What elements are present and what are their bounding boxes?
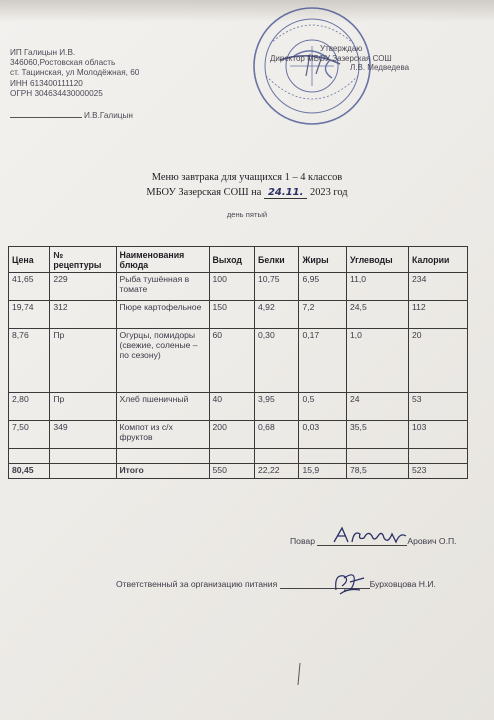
cell-price: 2,80: [9, 393, 50, 421]
total-proteins: 22,22: [255, 464, 299, 479]
cell-calories: 53: [409, 393, 468, 421]
cell-empty: [409, 449, 468, 464]
header-calories: Калории: [409, 247, 468, 273]
org-line: 346060,Ростовская область: [10, 58, 116, 68]
org-line: ИП Галицын И.В.: [10, 48, 76, 57]
cell-price: 7,50: [9, 421, 50, 449]
table-row: [9, 421, 468, 449]
table-row-empty: [9, 449, 468, 464]
school-stamp: [250, 4, 374, 128]
total-portion: 550: [209, 464, 254, 479]
director-position: Директор МБОУ Зазерская СОШ: [270, 53, 392, 63]
cell-portion: 60: [209, 329, 254, 393]
cell-fats: 6,95: [299, 273, 347, 301]
cell-proteins: 0,68: [255, 421, 299, 449]
cell-fats: 0,17: [299, 329, 347, 393]
menu-title: Меню завтрака для учащихся 1 – 4 классов: [151, 172, 343, 183]
organization-info: [10, 48, 139, 99]
cell-price: 8,76: [9, 329, 50, 393]
cell-recipe: 349: [50, 421, 116, 449]
cell-price: 41,65: [9, 273, 50, 301]
cell-carbs: 24,5: [347, 301, 409, 329]
responsible-signature-line: [116, 578, 436, 589]
org-line: ОГРН 304634430000025: [10, 88, 103, 98]
responsible-handwritten-signature: [330, 568, 366, 596]
cell-dish: Компот из с/х фруктов: [116, 421, 209, 449]
director-name: Л.В. Медведева: [350, 63, 410, 73]
cell-recipe: 229: [50, 273, 116, 301]
cell-empty: [50, 449, 116, 464]
cell-empty: [299, 449, 347, 464]
header-recipe-number: № рецептуры: [50, 247, 116, 273]
cell-calories: 234: [409, 273, 468, 301]
org-line: ИНН 613400111120: [10, 78, 83, 88]
total-fats: 15,9: [299, 464, 347, 479]
header-proteins: Белки: [255, 247, 299, 273]
total-recipe: [50, 464, 116, 479]
cell-proteins: 4,92: [255, 301, 299, 329]
cell-dish: Рыба тушённая в томате: [116, 273, 209, 301]
cell-portion: 200: [209, 421, 254, 449]
menu-table: [8, 246, 468, 479]
total-price: 80,45: [9, 464, 50, 479]
cell-carbs: 24: [347, 393, 409, 421]
cell-calories: 103: [409, 421, 468, 449]
responsible-name: Бурховцова Н.И.: [369, 579, 436, 589]
cell-recipe: Пр: [50, 393, 116, 421]
cell-empty: [9, 449, 50, 464]
total-carbs: 78,5: [347, 464, 409, 479]
table-row: [9, 329, 468, 393]
table-header-row: [9, 247, 468, 273]
provider-name: И.В.Галицын: [84, 111, 133, 120]
cell-empty: [209, 449, 254, 464]
pen-mark: [296, 662, 302, 686]
cell-calories: 112: [409, 301, 468, 329]
cell-fats: 0,5: [299, 393, 347, 421]
cell-carbs: 35,5: [347, 421, 409, 449]
cell-recipe: Пр: [50, 329, 116, 393]
cell-portion: 40: [209, 393, 254, 421]
responsible-label: Ответственный за организацию питания: [116, 579, 278, 589]
total-calories: 523: [409, 464, 468, 479]
cook-handwritten-signature: [330, 522, 410, 548]
cell-dish: Пюре картофельное: [116, 301, 209, 329]
cell-dish: Хлеб пшеничный: [116, 393, 209, 421]
cell-proteins: 10,75: [255, 273, 299, 301]
cell-portion: 150: [209, 301, 254, 329]
header-portion: Выход: [209, 247, 254, 273]
cell-proteins: 0,30: [255, 329, 299, 393]
org-line: ст. Тацинская, ул Молодёжная, 60: [10, 68, 140, 78]
table-row: [9, 393, 468, 421]
total-label: Итого: [116, 464, 209, 479]
year-label: 2023 год: [310, 187, 348, 198]
header-dish-name: Наименования блюда: [116, 247, 209, 273]
cell-proteins: 3,95: [255, 393, 299, 421]
cell-price: 19,74: [9, 301, 50, 329]
menu-subtitle: [0, 187, 494, 198]
approve-label: Утверждаю: [320, 44, 363, 53]
header-carbs: Углеводы: [347, 247, 409, 273]
menu-date: 24.11.: [264, 187, 307, 199]
cell-empty: [347, 449, 409, 464]
cell-empty: [255, 449, 299, 464]
table-total-row: [9, 464, 468, 479]
provider-signature-line: [10, 111, 133, 120]
cell-dish: Огурцы, помидоры (свежие, соленые – по сезону): [116, 329, 209, 393]
page-shadow: [0, 0, 494, 22]
cell-calories: 20: [409, 329, 468, 393]
header-fats: Жиры: [299, 247, 347, 273]
cell-fats: 7,2: [299, 301, 347, 329]
cook-name: Арович О.П.: [407, 536, 457, 546]
day-label: день пятый: [226, 210, 268, 219]
signature-blank: [10, 117, 82, 118]
cell-portion: 100: [209, 273, 254, 301]
table-row: [9, 301, 468, 329]
cell-empty: [116, 449, 209, 464]
cell-carbs: 1,0: [347, 329, 409, 393]
header-price: Цена: [9, 247, 50, 273]
table-row: [9, 273, 468, 301]
cell-carbs: 11,0: [347, 273, 409, 301]
cook-label: Повар: [290, 536, 315, 546]
cell-fats: 0,03: [299, 421, 347, 449]
cell-recipe: 312: [50, 301, 116, 329]
school-name: МБОУ Зазерская СОШ на: [146, 187, 262, 198]
